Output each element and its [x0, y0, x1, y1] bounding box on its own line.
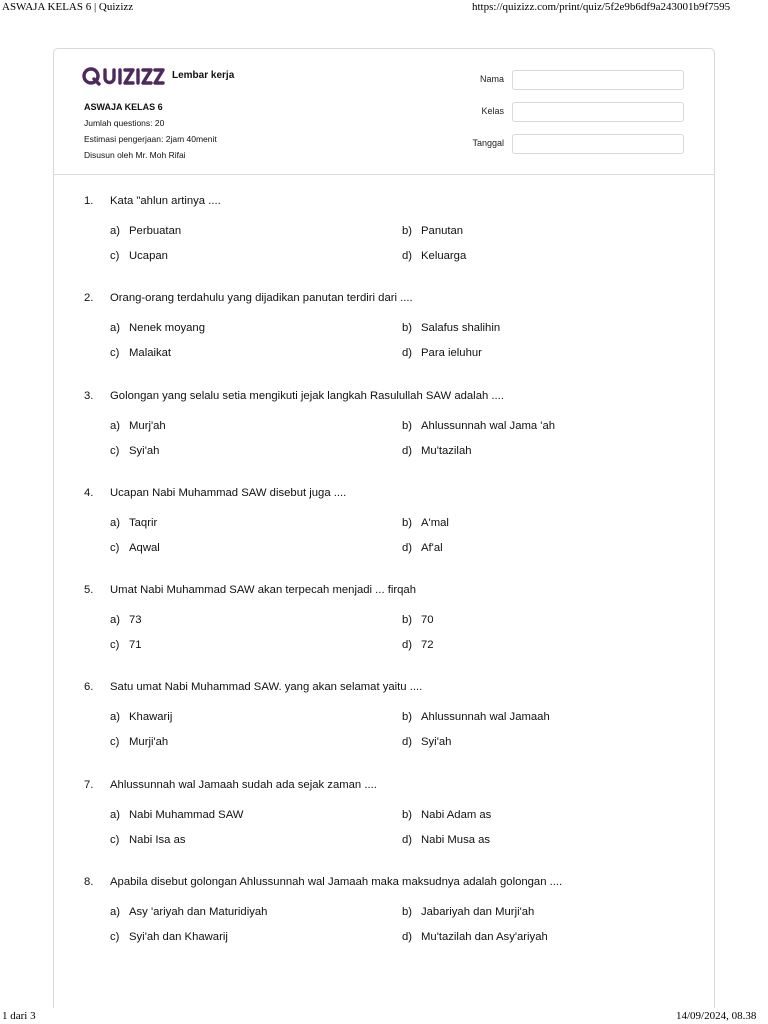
quizizz-logo-icon	[82, 66, 166, 86]
option-text: Panutan	[421, 225, 464, 237]
option-a	[110, 225, 181, 237]
questions-count: Jumlah questions: 20	[84, 118, 165, 128]
question-4	[54, 487, 715, 584]
option-c	[110, 639, 142, 651]
option-d	[402, 931, 548, 943]
option-letter: b)	[402, 808, 413, 821]
option-d	[402, 445, 472, 457]
question-1	[54, 195, 715, 292]
option-text: Syi'ah	[421, 736, 452, 749]
option-text: Para ieluhur	[421, 347, 482, 360]
option-b	[402, 711, 550, 723]
option-letter: c)	[110, 347, 120, 360]
question-2	[54, 292, 715, 389]
option-letter: b)	[402, 225, 413, 237]
option-text: Ahlussunnah wal Jamaah	[421, 711, 550, 724]
question-6	[54, 681, 715, 778]
page-counter: 1 dari 3	[2, 1010, 36, 1022]
option-a	[110, 906, 267, 918]
option-a	[110, 517, 157, 529]
option-c	[110, 250, 168, 262]
date-field[interactable]	[512, 134, 684, 154]
print-header-title: ASWAJA KELAS 6 | Quizizz	[2, 1, 134, 13]
option-letter: c)	[110, 639, 120, 652]
date-field-row	[454, 134, 684, 154]
option-letter: d)	[402, 541, 413, 554]
option-letter: b)	[402, 322, 413, 335]
question-text: Golongan yang selalu setia mengikuti jejak langkah Rasulullah SAW adalah ....	[110, 389, 504, 402]
option-b	[402, 420, 555, 432]
option-letter: b)	[402, 614, 413, 627]
question-stem	[84, 487, 346, 499]
question-list	[54, 195, 715, 973]
question-text: Umat Nabi Muhammad SAW akan terpecah menjadi ... firqah	[110, 584, 416, 597]
option-letter: a)	[110, 225, 121, 237]
time-estimate: Estimasi pengerjaan: 2jam 40menit	[84, 134, 217, 144]
student-fields	[454, 70, 684, 166]
question-number: 2.	[84, 292, 94, 305]
option-text: Mu'tazilah dan Asy'ariyah	[421, 931, 548, 944]
option-letter: c)	[110, 444, 120, 457]
question-stem	[84, 390, 504, 402]
question-number: 3.	[84, 389, 94, 402]
option-text: A'mal	[421, 516, 449, 529]
question-number: 6.	[84, 681, 94, 694]
author: Disusun oleh Mr. Moh Rifai	[84, 150, 186, 160]
question-7	[54, 779, 715, 876]
option-letter: c)	[110, 541, 120, 554]
worksheet	[53, 48, 715, 1008]
option-a	[110, 809, 243, 821]
date-label: Tanggal	[472, 138, 504, 148]
question-text: Ahlussunnah wal Jamaah sudah ada sejak zaman ....	[110, 778, 377, 791]
option-b	[402, 614, 434, 626]
option-text: Af'al	[421, 541, 443, 554]
option-a	[110, 711, 172, 723]
option-text: Asy 'ariyah dan Maturidiyah	[129, 906, 268, 919]
option-letter: b)	[402, 711, 413, 724]
option-text: Murj'ah	[129, 419, 166, 432]
print-header	[0, 0, 768, 16]
option-letter: b)	[402, 516, 413, 529]
option-c	[110, 347, 171, 359]
name-label: Nama	[479, 74, 504, 84]
option-text: Jabariyah dan Murji'ah	[421, 906, 535, 919]
option-text: Taqrir	[129, 516, 158, 529]
question-3	[54, 390, 715, 487]
class-field-row	[454, 102, 684, 122]
option-letter: d)	[402, 444, 413, 457]
question-stem	[84, 195, 221, 207]
question-number: 7.	[84, 778, 94, 791]
option-b	[402, 225, 463, 237]
option-text: Keluarga	[421, 250, 467, 262]
name-field-row	[454, 70, 684, 90]
quiz-meta	[84, 99, 217, 163]
option-c	[110, 931, 228, 943]
print-header-url: https://quizizz.com/print/quiz/5f2e9b6df9a243001b9f7595	[472, 1, 731, 13]
worksheet-header	[54, 49, 714, 175]
option-d	[402, 250, 466, 262]
option-c	[110, 736, 168, 748]
option-a	[110, 322, 205, 334]
option-letter: c)	[110, 833, 120, 846]
question-text: Kata "ahlun artinya ....	[110, 195, 221, 207]
option-d	[402, 834, 490, 846]
option-text: Syi'ah	[129, 444, 160, 457]
question-number: 8.	[84, 876, 94, 889]
option-text: 71	[129, 639, 142, 652]
option-letter: d)	[402, 347, 413, 360]
option-text: 70	[421, 614, 434, 627]
question-number: 1.	[84, 195, 94, 207]
option-letter: a)	[110, 711, 121, 724]
option-text: Salafus shalihin	[421, 322, 501, 335]
option-letter: d)	[402, 250, 413, 262]
brand-label: Lembar kerja	[172, 69, 235, 81]
question-text: Ucapan Nabi Muhammad SAW disebut juga ....	[110, 486, 347, 499]
option-letter: d)	[402, 639, 413, 652]
option-letter: a)	[110, 322, 121, 335]
option-text: Nabi Muhammad SAW	[129, 808, 244, 821]
question-stem	[84, 779, 377, 791]
option-d	[402, 542, 443, 554]
option-letter: d)	[402, 833, 413, 846]
question-stem	[84, 584, 416, 596]
option-text: Khawarij	[129, 711, 173, 724]
option-letter: c)	[110, 250, 120, 262]
option-letter: a)	[110, 419, 121, 432]
question-text: Orang-orang terdahulu yang dijadikan panutan terdiri dari ....	[110, 292, 413, 305]
option-c	[110, 542, 160, 554]
option-a	[110, 420, 166, 432]
question-5	[54, 584, 715, 681]
option-text: Nenek moyang	[129, 322, 205, 335]
quiz-title: ASWAJA KELAS 6	[84, 102, 163, 112]
option-letter: d)	[402, 736, 413, 749]
question-number: 4.	[84, 486, 94, 499]
option-letter: d)	[402, 931, 413, 944]
option-text: Ucapan	[129, 250, 168, 262]
question-stem	[84, 292, 413, 304]
option-letter: c)	[110, 736, 120, 749]
option-text: 72	[421, 639, 434, 652]
option-a	[110, 614, 142, 626]
option-b	[402, 322, 500, 334]
option-c	[110, 445, 159, 457]
option-text: Syi'ah dan Khawarij	[129, 931, 228, 944]
option-letter: a)	[110, 808, 121, 821]
option-c	[110, 834, 186, 846]
option-letter: c)	[110, 931, 120, 944]
option-text: Nabi Musa as	[421, 833, 491, 846]
option-letter: b)	[402, 419, 413, 432]
print-footer	[0, 1008, 768, 1024]
option-text: Murji'ah	[129, 736, 169, 749]
question-text: Apabila disebut golongan Ahlussunnah wal Jamaah maka maksudnya adalah golongan ....	[110, 876, 563, 889]
option-text: Mu'tazilah	[421, 444, 472, 457]
option-d	[402, 639, 434, 651]
option-letter: a)	[110, 906, 121, 919]
print-datetime: 14/09/2024, 08.38	[676, 1010, 757, 1022]
option-letter: a)	[110, 516, 121, 529]
question-number: 5.	[84, 584, 94, 597]
class-field[interactable]	[512, 102, 684, 122]
option-text: Malaikat	[129, 347, 172, 360]
option-text: Aqwal	[129, 541, 160, 554]
option-b	[402, 517, 449, 529]
name-field[interactable]	[512, 70, 684, 90]
option-letter: a)	[110, 614, 121, 627]
option-text: Nabi Adam as	[421, 808, 492, 821]
option-b	[402, 809, 491, 821]
option-d	[402, 736, 451, 748]
option-text: 73	[129, 614, 142, 627]
question-8	[54, 876, 715, 973]
option-letter: b)	[402, 906, 413, 919]
brand	[82, 66, 234, 86]
option-d	[402, 347, 482, 359]
class-label: Kelas	[481, 106, 504, 116]
option-text: Ahlussunnah wal Jama 'ah	[421, 419, 556, 432]
option-b	[402, 906, 534, 918]
question-stem	[84, 876, 562, 888]
option-text: Perbuatan	[129, 225, 182, 237]
question-stem	[84, 681, 422, 693]
option-text: Nabi Isa as	[129, 833, 186, 846]
question-text: Satu umat Nabi Muhammad SAW. yang akan selamat yaitu ....	[110, 681, 423, 694]
